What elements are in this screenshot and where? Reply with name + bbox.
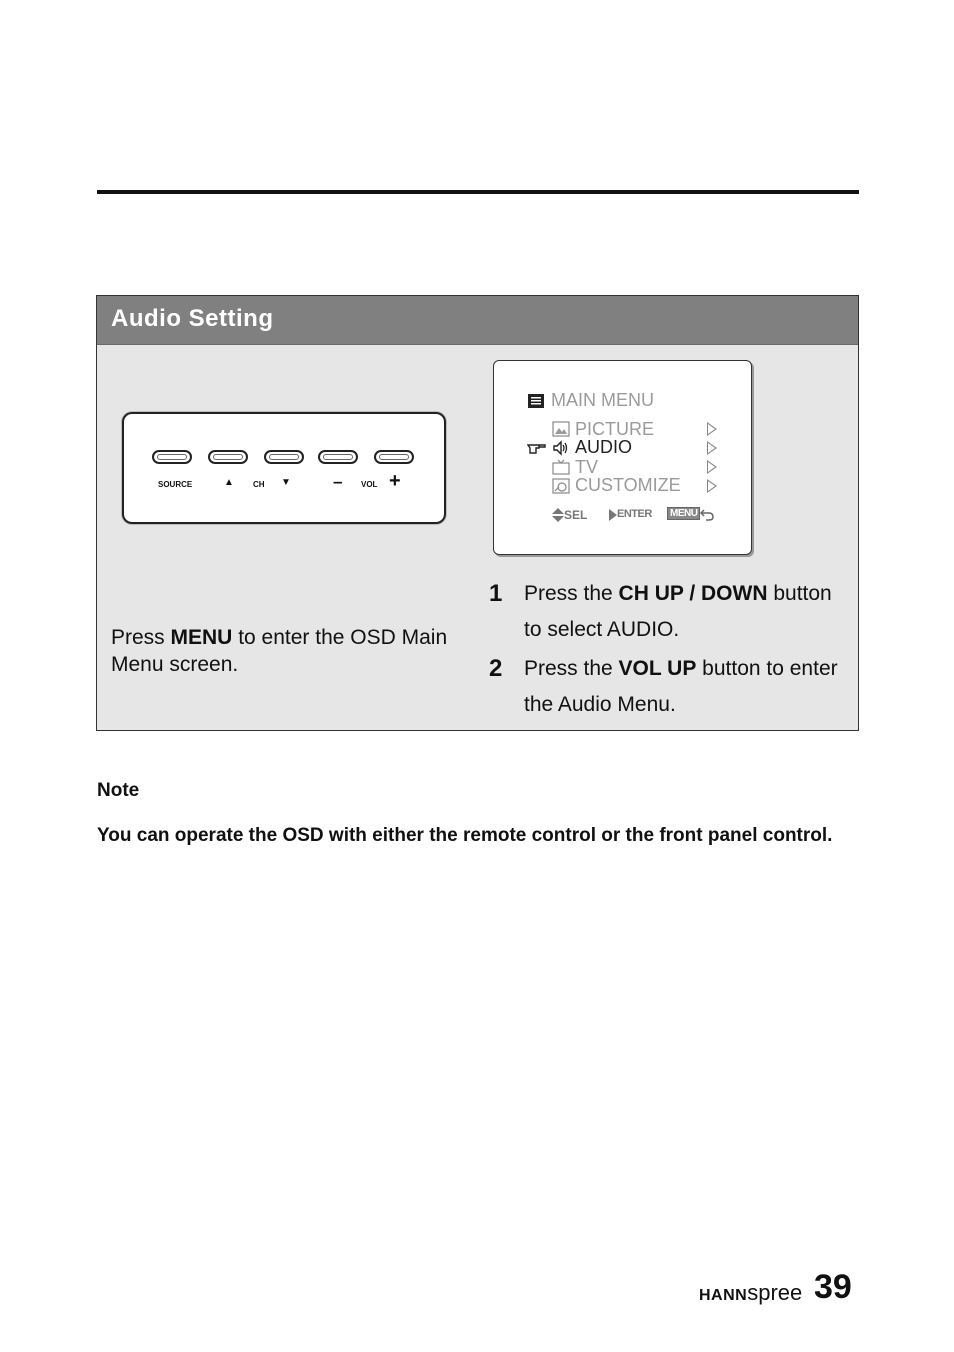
right-arrow-icon <box>609 509 617 521</box>
vol-minus-icon: – <box>333 472 343 491</box>
osd-footer-enter: ENTER <box>617 508 652 520</box>
ch-up-arrow-icon: ▲ <box>224 477 234 488</box>
step-2-pre: Press the <box>524 657 619 680</box>
brand-light: spree <box>747 1280 803 1305</box>
osd-item-audio: AUDIO <box>575 437 633 457</box>
ch-label: CH <box>253 480 265 489</box>
vol-plus-icon: + <box>389 470 401 492</box>
step-1 <box>489 576 839 651</box>
left-instruction-pre: Press <box>111 626 171 649</box>
osd-item-picture: PICTURE <box>575 419 655 439</box>
source-label: SOURCE <box>158 480 193 489</box>
ch-down-button <box>264 450 304 464</box>
page-number: 39 <box>814 1268 852 1306</box>
vol-up-button <box>374 450 414 464</box>
tv-icon <box>552 459 570 475</box>
step-1-bold: CH UP / DOWN <box>618 582 768 605</box>
front-panel-illustration <box>122 412 446 524</box>
osd-item-tv: TV <box>575 457 599 477</box>
source-button <box>152 450 192 464</box>
ch-up-button <box>208 450 248 464</box>
submenu-arrow-icon <box>707 422 717 436</box>
audio-setting-section <box>96 295 859 731</box>
vol-label: VOL <box>361 480 378 489</box>
brand-bold: HANN <box>699 1287 748 1304</box>
osd-title: MAIN MENU <box>551 390 654 410</box>
left-instruction-bold: MENU <box>170 626 233 649</box>
customize-icon <box>552 478 570 494</box>
step-2-post: button to enter the Audio Menu. <box>524 657 838 716</box>
speaker-icon <box>552 440 570 456</box>
step-2-number: 2 <box>489 655 503 682</box>
note-title: Note <box>97 780 140 801</box>
step-1-text <box>524 576 844 648</box>
step-2-text <box>524 651 844 723</box>
osd-footer-menu: MENU <box>667 507 700 520</box>
up-down-arrow-icon <box>552 508 564 522</box>
step-1-number: 1 <box>489 580 503 607</box>
step-2-bold: VOL UP <box>618 657 697 680</box>
step-1-pre: Press the <box>524 582 619 605</box>
return-arrow-icon <box>700 508 714 522</box>
osd-footer-sel: SEL <box>564 508 588 522</box>
ch-down-arrow-icon: ▼ <box>281 477 291 488</box>
menu-icon <box>527 393 545 409</box>
section-header <box>97 296 858 345</box>
pointing-hand-icon <box>527 440 547 456</box>
osd-item-customize: CUSTOMIZE <box>575 475 681 495</box>
submenu-arrow-icon <box>707 460 717 474</box>
osd-main-menu-illustration <box>493 360 752 555</box>
submenu-arrow-icon <box>707 441 717 455</box>
note-text: You can operate the OSD with either the remote control or the front panel control. <box>97 825 833 846</box>
left-instruction-post: to enter the OSD Main Menu screen. <box>111 626 448 676</box>
step-1-post: button to select AUDIO. <box>524 582 832 641</box>
vol-down-button <box>318 450 358 464</box>
picture-icon <box>552 421 570 437</box>
brand-logo <box>699 1280 802 1306</box>
section-title: Audio Setting <box>111 305 274 332</box>
top-rule <box>97 190 859 194</box>
step-2 <box>489 651 839 726</box>
submenu-arrow-icon <box>707 479 717 493</box>
left-instruction <box>111 624 451 678</box>
